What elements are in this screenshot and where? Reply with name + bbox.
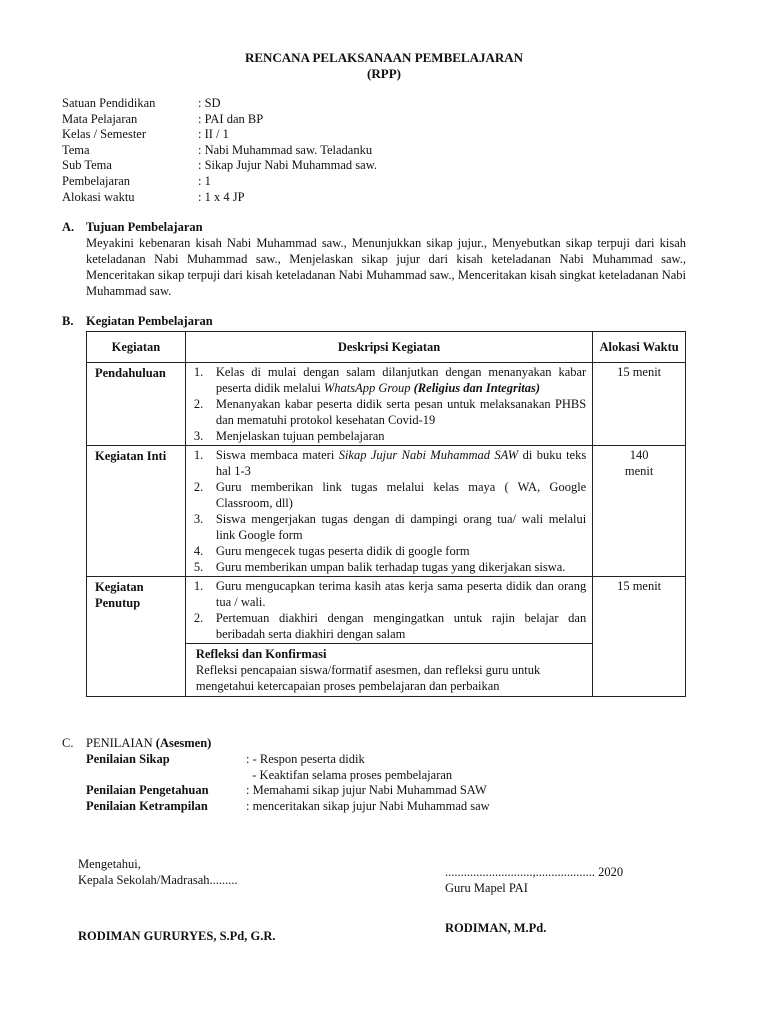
kegiatan-table (86, 331, 686, 697)
identity-value: : II / 1 (198, 127, 229, 142)
identity-value: : 1 (198, 173, 211, 188)
table-header-row (87, 332, 686, 363)
step-text: Pertemuan diakhiri dengan mengingatkan untuk rajin belajar dan beribadah serta diakhiri dengan salam (215, 611, 587, 641)
list-item (186, 559, 586, 575)
table-row (87, 577, 686, 644)
section-c-heading (62, 736, 211, 751)
penilaian-value: : - Respon peserta didik (246, 752, 365, 766)
phase-pendahuluan: Pendahuluan (87, 363, 186, 446)
step-number: 1. (193, 448, 204, 462)
penilaian-value: : menceritakan sikap jujur Nabi Muhammad saw (246, 798, 490, 813)
step-text (216, 447, 586, 479)
step-text-part: Kelas di mulai dengan salam dilanjutkan dengan menanyakan kabar peserta didik melalui (215, 365, 587, 395)
penilaian-label: Penilaian Pengetahuan (86, 783, 209, 798)
step-text-part: Siswa membaca materi (215, 448, 339, 462)
steps-cell (185, 363, 592, 446)
signature-right-role: Guru Mapel PAI (445, 881, 528, 895)
list-item (186, 447, 586, 479)
document-title: RENCANA PELAKSANAAN PEMBELAJARAN (244, 50, 524, 65)
identity-label: Kelas / Semester (62, 127, 147, 142)
penilaian-row (86, 783, 490, 799)
list-item (186, 543, 586, 559)
section-title-suffix: (Asesmen) (155, 736, 212, 750)
section-letter: A. (62, 220, 75, 234)
identity-row (62, 158, 377, 174)
list-item (186, 364, 586, 396)
identity-label: Pembelajaran (62, 173, 131, 188)
list-item (186, 479, 586, 511)
step-number: 2. (193, 397, 204, 411)
signature-left-line1: Mengetahui, (78, 857, 141, 871)
identity-label: Mata Pelajaran (62, 111, 138, 126)
identity-value: : PAI dan BP (198, 111, 264, 126)
penilaian-label: Penilaian Sikap (86, 752, 170, 766)
step-number: 3. (193, 429, 204, 443)
list-item (186, 578, 586, 610)
section-title: Tujuan Pembelajaran (86, 220, 203, 234)
signature-left-name: RODIMAN GURURYES, S.Pd, G.R. (78, 929, 276, 943)
header-alokasi: Alokasi Waktu (593, 332, 686, 363)
signature-left (78, 856, 238, 888)
signature-right (445, 864, 623, 896)
refleksi-text: Refleksi pencapaian siswa/formatif asesmen, dan refleksi guru untuk mengetahui ketercapaian proses pembelajaran dan perbaikan (195, 663, 541, 693)
identity-block (62, 96, 377, 205)
identity-value: : SD (198, 96, 221, 110)
identity-label: Alokasi waktu (62, 189, 135, 204)
step-text: Menjelaskan tujuan pembelajaran (215, 429, 385, 443)
identity-row (62, 143, 377, 159)
step-number: 5. (193, 560, 204, 574)
refleksi-cell (185, 644, 592, 697)
header-deskripsi: Deskripsi Kegiatan (185, 332, 592, 363)
step-number: 1. (193, 579, 204, 593)
header-kegiatan: Kegiatan (87, 332, 186, 363)
penilaian-row (86, 768, 490, 784)
penilaian-value: - Keaktifan selama proses pembelajaran (246, 767, 453, 782)
phase-penutup: Kegiatan Penutup (87, 577, 186, 697)
step-number: 1. (193, 365, 204, 379)
section-title: Kegiatan Pembelajaran (86, 314, 213, 328)
section-b-heading (62, 314, 213, 329)
step-text: Menanyakan kabar peserta didik serta pesan untuk melaksanakan PHBS dan mematuhi protokol kesehatan Covid-19 (215, 397, 587, 427)
step-text: Guru mengecek tugas peserta didik di google form (215, 544, 470, 558)
penilaian-row (86, 752, 490, 768)
identity-row (62, 96, 377, 112)
step-number: 4. (193, 544, 204, 558)
step-number: 2. (193, 480, 204, 494)
section-a-heading (62, 220, 203, 235)
penilaian-label (86, 768, 246, 784)
list-item (186, 396, 586, 428)
identity-row (62, 174, 377, 190)
identity-row (62, 190, 377, 206)
step-text-part: di buku teks hal 1-3 (215, 448, 587, 478)
step-text: Guru memberikan link tugas melalui kelas maya ( WA, Google Classroom, dll) (215, 480, 587, 510)
steps-cell (185, 446, 592, 577)
signature-right-date: ............................,................... 2020 (445, 865, 624, 879)
steps-cell (185, 577, 592, 644)
document-subtitle: (RPP) (367, 66, 401, 81)
signature-left-line2: Kepala Sekolah/Madrasah......... (78, 873, 238, 887)
refleksi-title: Refleksi dan Konfirmasi (195, 647, 327, 661)
identity-label: Sub Tema (62, 158, 112, 173)
list-item (186, 511, 586, 543)
section-title: PENILAIAN (86, 736, 153, 750)
step-text: Guru memberikan umpan balik terhadap tugas yang dikerjakan siswa. (215, 560, 566, 574)
phase-inti: Kegiatan Inti (87, 446, 186, 577)
time-inti: 140 menit (593, 446, 686, 577)
identity-value: : Nabi Muhammad saw. Teladanku (198, 142, 373, 157)
identity-label: Tema (62, 142, 90, 157)
table-row (87, 363, 686, 446)
penilaian-block (86, 752, 490, 814)
identity-value: : Sikap Jujur Nabi Muhammad saw. (198, 158, 378, 173)
time-pendahuluan: 15 menit (593, 363, 686, 446)
penilaian-label: Penilaian Ketrampilan (86, 798, 208, 813)
section-letter: B. (62, 314, 74, 328)
identity-row (62, 127, 377, 143)
time-penutup: 15 menit (593, 577, 686, 697)
topic-title: Sikap Jujur Nabi Muhammad SAW (338, 448, 519, 462)
step-text (216, 364, 586, 396)
step-number: 3. (193, 512, 204, 526)
penilaian-value: : Memahami sikap jujur Nabi Muhammad SAW (246, 783, 487, 798)
signature-right-name: RODIMAN, M.Pd. (445, 921, 547, 935)
step-text: Guru mengucapkan terima kasih atas kerja sama peserta didik dan orang tua / wali. (215, 579, 587, 609)
identity-row (62, 112, 377, 128)
character-values: (Religius dan Integritas) (413, 381, 541, 395)
identity-label: Satuan Pendidikan (62, 96, 156, 110)
identity-value: : 1 x 4 JP (198, 189, 245, 204)
table-row (87, 446, 686, 577)
list-item (186, 428, 586, 444)
step-number: 2. (193, 611, 204, 625)
tujuan-paragraph: Meyakini kebenaran kisah Nabi Muhammad saw., Menunjukkan sikap jujur., Menyebutkan sikap terpuji dari kisah keteladanan Nabi Muhammad saw., Menjelaskan sikap jujur dari kisah keteladanan Nabi Muhammad saw., Menceritakan sikap terpuji dari kisah keteladanan Nabi Muhammad saw., Menceritakan kisah singkat keteladanan Nabi Muhammad saw. (86, 236, 686, 298)
step-text: Siswa mengerjakan tugas dengan di dampingi orang tua/ wali melalui link Google form (215, 512, 587, 542)
section-letter: C. (62, 736, 74, 750)
list-item (186, 610, 586, 642)
penilaian-row (86, 799, 490, 815)
app-name: WhatsApp Group (323, 381, 411, 395)
